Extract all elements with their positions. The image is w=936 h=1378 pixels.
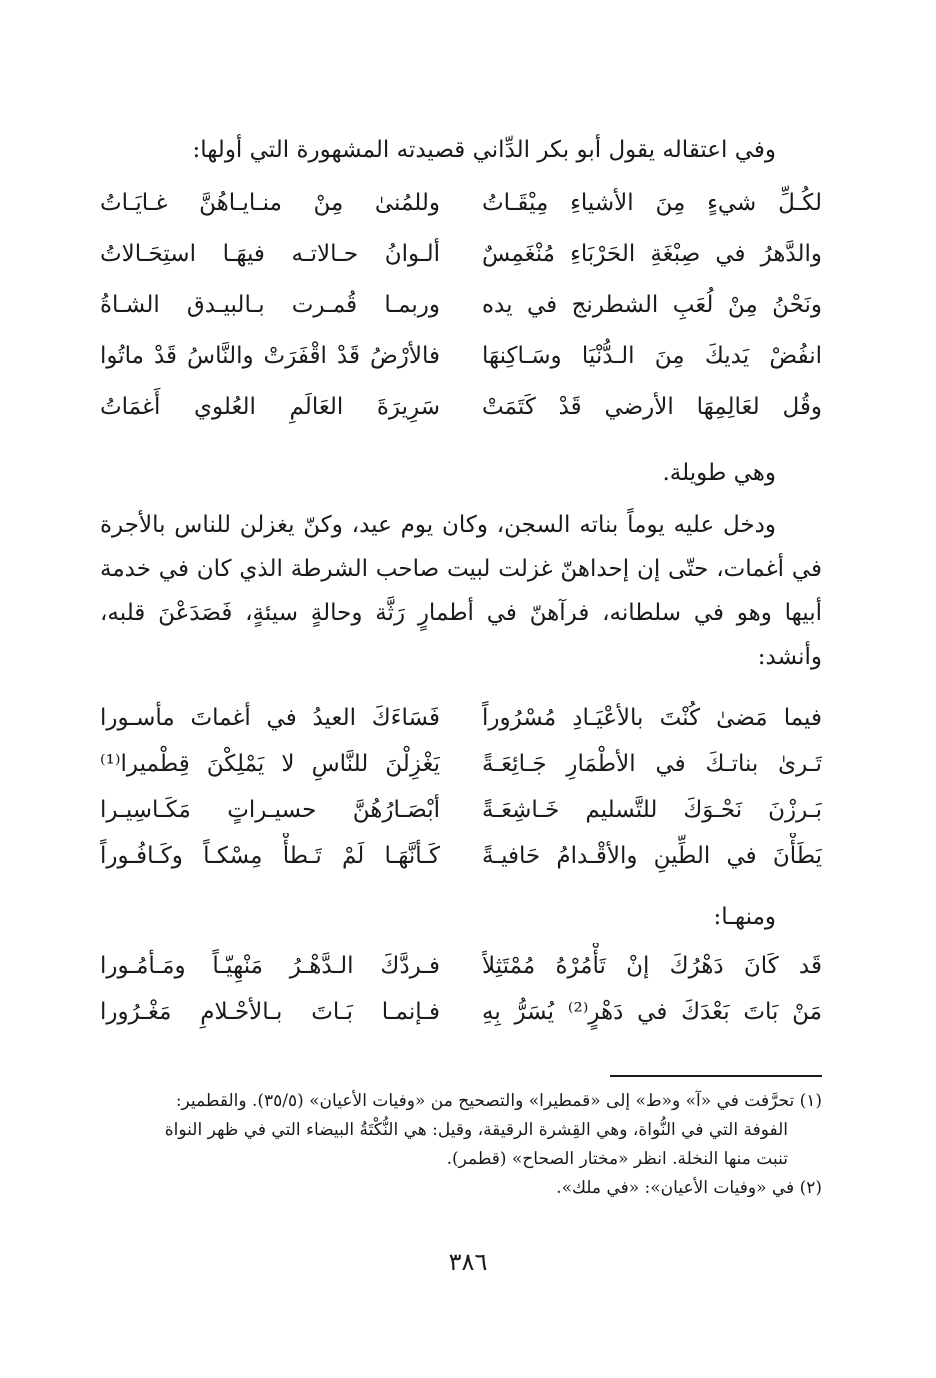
footnote-1-line-1: (١) تحرَّفت في «آ» و«ط» إلى «قمطيرا» والتصحيح من «وفيات الأعيان» (٣٥/٥). والقطمير: [175, 1091, 822, 1111]
verse-first-hemistich: انفُضْ يَديكَ مِنَ الـدُّنْيَا وسَـاكِنهَا [482, 343, 822, 369]
verse-second-hemistich: فـردَّكَ الـدَّهْـرُ مَنْهِيّـاً ومَـأمُـورا [100, 953, 440, 979]
verse-first-hemistich: لكُـلِّ شيءٍ مِنَ الأشياءِ مِيْقَـاتُ [482, 190, 822, 216]
verse [100, 229, 822, 280]
verse-first-hemistich: تَـرىٰ بناتـكَ في الأطْمَارِ جَـائِعَـةً [482, 751, 822, 777]
minha-label: ومنهـا: [713, 904, 776, 930]
verse-second-hemistich: فـإنمـا بَـاتَ بـالأحْـلامِ مَغْـرُورا [100, 999, 440, 1025]
verse-first-hemistich: وقُل لعَالِمِهَا الأرضي قَدْ كَتَمَتْ [482, 394, 822, 420]
verse-second-hemistich: وربمـا قُمـرت بـالبيـدق الشـاةُ [100, 292, 440, 318]
intro-text: وفي اعتقاله يقول أبو بكر الدِّاني قصيدته المشهورة التي أولها: [192, 137, 776, 163]
long-note: وهي طويلة. [662, 460, 776, 486]
verse-second-hemistich: فَسَاءَكَ العيدُ في أغماتَ مأسـورا [100, 705, 440, 731]
verse [100, 741, 822, 787]
verse [100, 382, 822, 433]
verse [100, 787, 822, 833]
verse-second-hemistich: ألـوانُ حـالاتـه فيهَـا استِحَـالاتُ [100, 241, 440, 267]
verse-first-hemistich: يَطَأْنَ في الطِّينِ والأقْـدامُ حَافيـةً [482, 843, 822, 869]
footnote-1-line-3: تنبت منها النخلة. انظر «مختار الصحاح» (قطمر). [446, 1149, 788, 1169]
page-number: ٣٨٦ [448, 1248, 488, 1276]
page-body [100, 128, 822, 1203]
verse [100, 178, 822, 229]
footnote-2: (٢) في «وفيات الأعيان»: «في ملك». [556, 1178, 822, 1198]
verse [100, 989, 822, 1035]
verse [100, 695, 822, 741]
verse-second-hemistich: وللمُنىٰ مِنْ منـايـاهُنَّ غـايَـاتُ [100, 190, 440, 216]
verse [100, 331, 822, 382]
poem-3 [100, 943, 822, 1035]
verse-first-hemistich: قَد كَانَ دَهْرُكَ إنْ تَأْمُرْهُ مُمْتَثِلاً [482, 953, 822, 979]
verse-second-hemistich: كَـأنَّهَـا لَمْ تَـطأْ مِسْكـاً وكَـافُـوراً [100, 843, 440, 869]
verse-first-hemistich: والدَّهرُ في صِبْغَةِ الحَرْبَاءِ مُنْغَمِسٌ [482, 241, 822, 267]
poem-1 [100, 178, 822, 433]
verse-second-hemistich: يَغْزِلْنَ للنَّاسِ لا يَمْلِكْنَ قِطْميرا⁽¹⁾ [100, 751, 440, 777]
verse-first-hemistich: فيما مَضىٰ كُنْتَ بالأعْيَـادِ مُسْرُوراً [482, 705, 822, 731]
verse-second-hemistich: سَرِيرَةَ العَالَمِ العُلوي أَغمَاتُ [100, 394, 440, 420]
verse-second-hemistich: أبْصَـارُهُنَّ حسيـراتٍ مَكَـاسِيـرا [100, 797, 440, 823]
verse [100, 943, 822, 989]
narrative-paragraph: ودخل عليه يوماً بناته السجن، وكان يوم عيد، وكنّ يغزلن للناس بالأجرة في أغمات، حتّى إن إحداهنّ غزلت لبيت صاحب الشرطة الذي كان في خدمة أبيها وهو في سلطانه، فرآهنّ في أطمارٍ رَثَّة وحالةٍ سيئةٍ، فَصَدَعْنَ قلبه، وأنشد: [100, 512, 822, 670]
verse-first-hemistich: بَـرزْنَ نَحْـوَكَ للتَّسليم خَـاشِعَـةً [482, 797, 822, 823]
verse-second-hemistich: فالأرْضُ قَدْ اقْفَرَتْ والنَّاسُ قَدْ ماتُوا [100, 343, 440, 369]
verse-first-hemistich: مَنْ بَاتَ بَعْدَكَ في دَهْرٍ⁽²⁾ يُسَرُّ بِهِ [482, 999, 822, 1025]
footnote-separator [610, 1075, 822, 1077]
verse-first-hemistich: ونَحْنُ مِنْ لُعَبِ الشطرنج في يده [482, 292, 822, 318]
verse [100, 833, 822, 879]
poem-2 [100, 695, 822, 879]
footnote-1-line-2: الفوفة التي في النُّواة، وهي القِشرة الرقيقة، وقيل: هي النُّكْتَةُ البيضاء التي في ظهر النواة [164, 1120, 788, 1140]
footnotes [100, 1087, 822, 1203]
verse [100, 280, 822, 331]
